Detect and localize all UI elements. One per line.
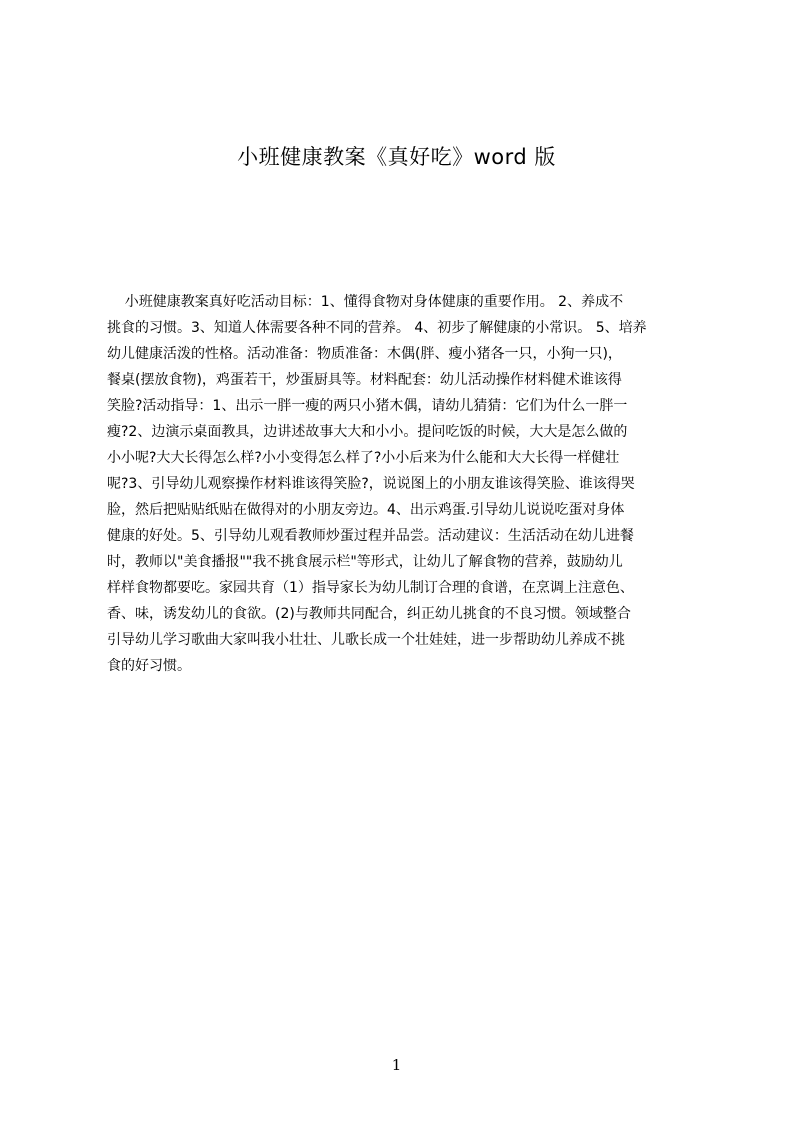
text-line: 香、味，诱发幼儿的食欲。(2)与教师共同配合，纠正幼儿挑食的不良习惯。领域整合 [107, 606, 631, 622]
text-line: 笑脸?活动指导：1、出示一胖一瘦的两只小猪木偶，请幼儿猜猜：它们为什么一胖一 [107, 398, 628, 414]
text-line: 挑食的习惯。3、知道人体需要各种不同的营养。 4、初步了解健康的小常识。 5、培养 [107, 320, 647, 336]
text-line: 餐桌(摆放食物)，鸡蛋若干，炒蛋厨具等。材料配套：幼儿活动操作材料健术谁该得 [107, 372, 622, 388]
text-line: 瘦?2、边演示桌面教具，边讲述故事大大和小小。提问吃饭的时候，大大是怎么做的 [107, 424, 628, 440]
text-line: 幼儿健康活泼的性格。活动准备：物质准备：木偶(胖、瘦小猪各一只，小狗一只)， [107, 346, 622, 362]
text-line: 引导幼儿学习歌曲大家叫我小壮壮、儿歌长成一个壮娃娃，进一步帮助幼儿养成不挑 [107, 632, 625, 648]
text-line: 呢?3、引导幼儿观察操作材料谁该得笑脸?，说说图上的小朋友谁该得笑脸、谁该得哭 [107, 476, 635, 492]
text-line: 小小呢?大大长得怎么样?小小变得怎么样了?小小后来为什么能和大大长得一样健壮 [107, 450, 620, 466]
page-number: 1 [391, 1056, 402, 1074]
text-line: 健康的好处。5、引导幼儿观看教师炒蛋过程并品尝。活动建议：生活活动在幼儿进餐 [107, 528, 634, 544]
body-paragraph [107, 289, 698, 689]
text-line: 样样食物都要吃。家园共育（1）指导家长为幼儿制订合理的食谱，在烹调上注意色、 [107, 580, 634, 596]
text-line: 脸，然后把贴贴纸贴在做得对的小朋友旁边。4、出示鸡蛋.引导幼儿说说吃蛋对身体 [107, 502, 625, 518]
text-line: 食的好习惯。 [107, 658, 191, 674]
document-title: 小班健康教案《真好吃》word 版 [237, 145, 556, 169]
text-line: 小班健康教案真好吃活动目标：1、懂得食物对身体健康的重要作用。 2、养成不 [107, 294, 624, 310]
text-line: 时，教师以"美食播报""我不挑食展示栏"等形式，让幼儿了解食物的营养，鼓励幼儿 [107, 554, 623, 570]
